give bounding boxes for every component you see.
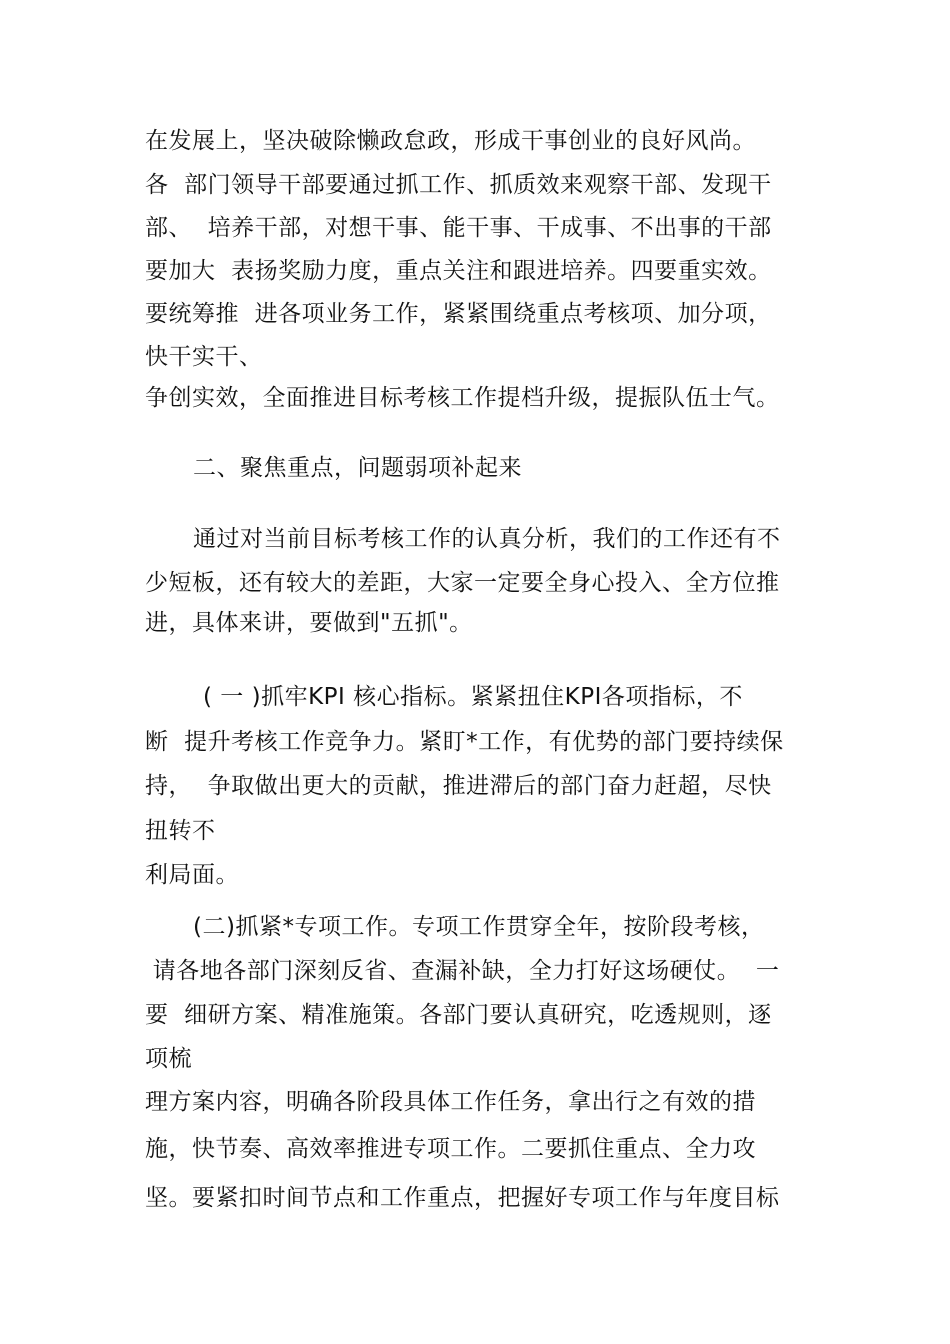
text-line: (二)抓紧*专项工作。专项工作贯穿全年，按阶段考核， — [193, 914, 765, 940]
text-line: 要统筹推 进各项业务工作，紧紧围绕重点考核项、加分项， — [145, 301, 772, 327]
text-line: 断 提升考核工作竞争力。紧盯*工作，有优势的部门要持续保 — [145, 729, 784, 755]
section-heading: 二、聚焦重点，问题弱项补起来 — [193, 455, 522, 481]
text-line: 要加大 表扬奖励力度，重点关注和跟进培养。四要重实效。 — [145, 258, 772, 284]
text-line: 进，具体来讲，要做到"五抓"。 — [145, 610, 473, 636]
text-line: 通过对当前目标考核工作的认真分析，我们的工作还有不 — [193, 526, 781, 552]
text-line: ( 一 )抓牢KPI 核心指标。紧紧扭住KPI各项指标，不 — [203, 684, 743, 710]
text-line: 施，快节奏、高效率推进专项工作。二要抓住重点、全力攻 — [145, 1136, 756, 1162]
text-line: 在发展上，坚决破除懒政怠政，形成干事创业的良好风尚。 — [145, 128, 756, 154]
text-line: 理方案内容，明确各阶段具体工作任务，拿出行之有效的措 — [145, 1089, 756, 1115]
text-line: 快干实干、 — [145, 344, 263, 370]
text-line: 少短板，还有较大的差距，大家一定要全身心投入、全方位推 — [145, 570, 780, 596]
text-line: 争创实效，全面推进目标考核工作提档升级，提振队伍士气。 — [145, 385, 780, 411]
text-line: 扭转不 — [145, 818, 216, 844]
text-line: 各 部门领导干部要通过抓工作、抓质效来观察干部、发现干 — [145, 172, 772, 198]
text-line: 部、 培养干部，对想干事、能干事、干成事、不出事的干部 — [145, 215, 772, 241]
text-line: 项梳 — [145, 1046, 192, 1072]
text-line: 坚。要紧扣时间节点和工作重点，把握好专项工作与年度目标 — [145, 1185, 780, 1211]
text-line: 请各地各部门深刻反省、查漏补缺，全力打好这场硬仗。 一 — [145, 958, 780, 984]
text-line: 要 细研方案、精准施策。各部门要认真研究，吃透规则，逐 — [145, 1002, 772, 1028]
text-line: 利局面。 — [145, 862, 239, 888]
text-line: 持， 争取做出更大的贡献，推进滞后的部门奋力赶超，尽快 — [145, 773, 772, 799]
